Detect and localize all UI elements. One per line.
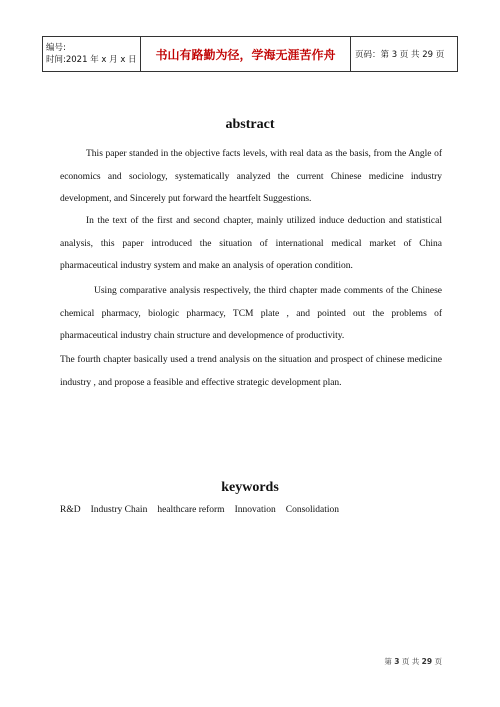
keyword-item: Innovation (234, 505, 276, 515)
footer-total-pages: 29 (421, 657, 433, 666)
motto-text: 书山有路勤为径，学海无涯苦作舟 (155, 47, 336, 62)
keyword-item: Consolidation (285, 505, 340, 515)
abstract-title: abstract (225, 117, 275, 132)
header-meta (43, 37, 141, 71)
footer-suffix: 页 (434, 657, 442, 666)
header-table (42, 36, 458, 72)
abstract-paragraph-1: This paper standed in the objective facts levels, with real data as the basis, from the Angle of economics and sociology, systematically analyzed the current Chinese medicine industry development, and Sincerely put forward the heartfelt Suggestions. (60, 149, 442, 204)
abstract-paragraph-2: In the text of the first and second chapter, mainly utilized induce deduction and statistical analysis, this paper introduced the situation of international medical market of China pharmaceutical industry system and make an analysis of operation condition. (60, 216, 442, 271)
abstract-paragraph-4: The fourth chapter basically used a trend analysis on the situation and prospect of chinese medicine industry , and propose a feasible and effective strategic development plan. (60, 355, 442, 388)
page-info-text: 页码：第 3 页 共 29 页 (355, 50, 445, 60)
document-number-label: 编号: (46, 43, 66, 53)
keyword-item: R&D (60, 505, 81, 515)
keywords-list (60, 505, 339, 515)
page-footer (384, 656, 442, 667)
header-motto (141, 37, 351, 71)
header-page-info (351, 37, 457, 71)
document-time-label: 时间:2021 年 x 月 x 日 (46, 55, 137, 65)
footer-prefix: 第 (384, 657, 392, 666)
footer-middle: 页 共 (401, 657, 420, 666)
footer-current-page: 3 (394, 657, 400, 666)
abstract-paragraph-3: Using comparative analysis respectively, the third chapter made comments of the Chinese chemical pharmacy, biologic pharmacy, TCM plate , and pointed out the problems of pharmaceutical industry chain structure and developmence of productivity. (60, 286, 442, 341)
keyword-item: Industry Chain (90, 505, 148, 515)
keyword-item: healthcare reform (157, 505, 225, 515)
keywords-title: keywords (221, 480, 279, 495)
